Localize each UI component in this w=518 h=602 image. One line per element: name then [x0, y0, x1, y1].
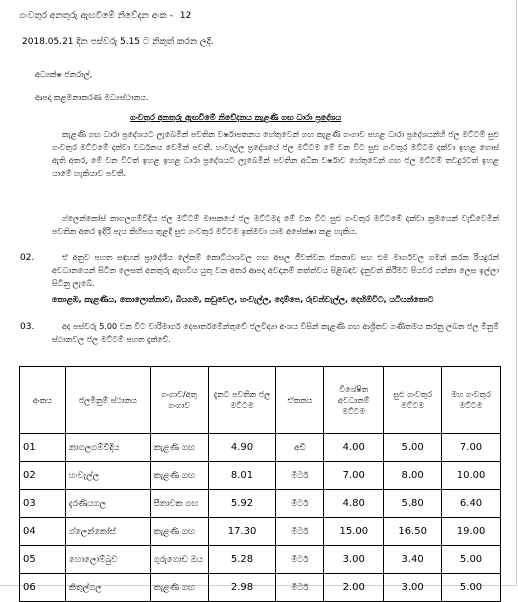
cell-river: කැළණි ගඟ: [150, 574, 208, 602]
addressee-title: අධ්‍යක්ෂ ජනරාල්,: [35, 70, 93, 79]
cell-number: 05: [20, 546, 66, 574]
section-number-03: 03.: [20, 322, 35, 332]
table-row: [20, 490, 501, 518]
cell-river: ගුරුගොඩ ඔය: [150, 546, 208, 574]
cell-unit: අඩි: [276, 434, 324, 462]
cell-river: කැළණි ගඟ: [150, 518, 208, 546]
bulletin-number: 12: [179, 11, 192, 21]
header-river: ගංගාව/අතු ගංගාව: [150, 367, 208, 434]
header-number: අංකය: [20, 367, 66, 434]
cell-major-flood-level: 6.40: [442, 490, 501, 518]
cell-minor-flood-level: 16.50: [384, 518, 442, 546]
cell-alert-level: 3.00: [324, 546, 384, 574]
cell-river: කැළණි ගඟ: [150, 434, 208, 462]
cell-number: 06: [20, 574, 66, 602]
cell-unit: මීටර්: [276, 490, 324, 518]
cell-unit: මීටර්: [276, 574, 324, 602]
cell-alert-level: 4.00: [324, 434, 384, 462]
cell-major-flood-level: 7.00: [442, 434, 501, 462]
cell-major-flood-level: 5.00: [442, 546, 501, 574]
paragraph-glencourse: ග්ලෙන්කෝස් නාගලගම්වීදිය ජල මට්ටම් මාපකයේ ජල මට්ටමද මේ වන විට සුළු ගංවතුර මට්ටමේ දක්වා ක්‍රමයෙන් වැඩිවෙමින් පවතින අතර ඉදිරි පැය කිහිපය තුළදී සුළු ගංවතුර මට්ටම ඉක්මවා යාම අපේක්ෂා කළ හැකිය.: [52, 214, 499, 236]
cell-current-level: 5.92: [208, 490, 276, 518]
cell-station: දැරණියගල: [65, 490, 150, 518]
cell-minor-flood-level: 5.80: [384, 490, 442, 518]
header-station: ජලමිනුම් ස්ථානය: [65, 367, 150, 434]
header-current-level: දැනට පවතින ජල මට්ටම: [208, 367, 276, 434]
cell-minor-flood-level: 8.00: [384, 462, 442, 490]
cell-current-level: 5.28: [208, 546, 276, 574]
cell-number: 04: [20, 518, 66, 546]
header-unit: ඒකකය: [276, 367, 324, 434]
table-row: [20, 574, 501, 602]
bulletin-title: [19, 11, 191, 21]
bulletin-title-label: ගංවතුර අනතුරු ඇඟවීමේ නිවේදන අංක -: [19, 11, 173, 21]
cell-number: 03: [20, 490, 66, 518]
header-alert-level: විශේෂිත අවධානම් මට්ටම: [324, 367, 384, 434]
cell-number: 02: [20, 462, 66, 490]
cell-minor-flood-level: 3.00: [384, 574, 442, 602]
cell-station: කිතුල්ගල: [65, 574, 150, 602]
cell-current-level: 2.98: [208, 574, 276, 602]
cell-station: හංවැල්ල: [65, 462, 150, 490]
cell-current-level: 4.90: [208, 434, 276, 462]
cell-current-level: 8.01: [208, 462, 276, 490]
cell-minor-flood-level: 5.00: [384, 434, 442, 462]
cell-alert-level: 4.80: [324, 490, 384, 518]
cell-river: කැළණි ගඟ: [150, 462, 208, 490]
cell-station: ග්ලෙන්කෝස්: [65, 518, 150, 546]
cell-station: හොලොම්බුව: [65, 546, 150, 574]
table-row: [20, 546, 501, 574]
paragraph-advisory: ඒ අනුව පහත සඳහන් ප්‍රාදේශීය ලේකම් කොට්ඨාශවල ගඟ අසල ජීවත්වන ජනතාව සහ එම මාර්ගවල ගමන් කරන රියදුරන් අවධානයෙන් සිටින ලෙසත් අනතුරු ඇඟවිය යුතු වන අතර ආපදා අවදානම් තත්ත්වය පිළිබඳව දැනුවත් කිරීමට පියවර ගන්නා ලෙස ඉල්ලා සිටිනු ලැබේ.: [52, 253, 499, 288]
cell-major-flood-level: 19.00: [442, 518, 501, 546]
header-major-flood-level: මහ ගංවතුර මට්ටම: [442, 367, 501, 434]
cell-minor-flood-level: 3.40: [384, 546, 442, 574]
subject-heading: ගංවතුර අනතුරු ඇඟවීමේ නිවේදනය කැළණි ගඟ ධාරා ප්‍රදේශය: [130, 113, 342, 122]
paragraph-readings: අද පස්වරු 5.00 වන විට වාරිමාර්ග දෙපාර්තමේන්තුවේ ජලවිද්‍යා අංශය විසින් කැළණි ගඟ ආශ්‍රිතව ගණිතමය කරනු ලබන ජල මිනුම් ස්ථානවල ජල මට්ටම් පහත දැක්වේ.: [52, 322, 499, 344]
header-minor-flood-level: සුළු ගංවතුර මට්ටම: [384, 367, 442, 434]
paragraph-situation: කැළණි ගඟ ධාරා ප්‍රදේශයට ලැබෙමින් පවතින වර්ෂාපතනය හේතුවෙන් ගඟ කැළණි ගංගාව පහළ ධාරා ප්‍රදේශයන්හි ජල මට්ටම් සුළු ගංවතුර මට්ටමේ දක්වා වර්ධනය වෙමින් පවතී. හංවැල්ල ප්‍රදේශයේ ජල මට්ටම මේ වන විට සුළු ගංවතුර මට්ටම දක්වා ඉහළ ගොස් ඇති අතර, මේ වන විටත් ඉහළ ඉහළ ධාරා ප්‍රදේශයට ලැබෙමින් පවතින අධික වර්ෂාව හේතුවෙන් ගඟ ජල මට්ටම් තවදුරටත් ඉහළ යාමේ හැකියාව පවතී.: [52, 130, 499, 178]
section-number-02: 02.: [20, 253, 35, 263]
cell-unit: මීටර්: [276, 546, 324, 574]
table-row: [20, 434, 501, 462]
table-header-row: [20, 367, 501, 434]
table-row: [20, 462, 501, 490]
cell-river: සීතාවක ගඟ: [150, 490, 208, 518]
cell-alert-level: 2.00: [324, 574, 384, 602]
cell-alert-level: 7.00: [324, 462, 384, 490]
cell-number: 01: [20, 434, 66, 462]
addressee-office: ආපදා කළමනාකරණ මධ්‍යස්ථානය.: [35, 93, 149, 102]
water-level-table: [19, 366, 501, 602]
cell-current-level: 17.30: [208, 518, 276, 546]
cell-unit: මීටර්: [276, 518, 324, 546]
cell-major-flood-level: 5.00: [442, 574, 501, 602]
table-row: [20, 518, 501, 546]
cell-unit: මීටර්: [276, 462, 324, 490]
issue-date-line: 2018.05.21 දින පස්වරු 5.15 ට නිකුත් කරන ලදී.: [22, 37, 214, 47]
cell-alert-level: 15.00: [324, 518, 384, 546]
cell-major-flood-level: 10.00: [442, 462, 501, 490]
cell-station: නාගලගම්වීදිය: [65, 434, 150, 462]
affected-districts: කොළඹ, කැළණිය, කොලොන්නාව, බියගම, කඩුවෙල, හංවැල්ල, දොම්පෙ, රුවන්වැල්ල, දෙහිඕවිට, යටියන්තොට: [52, 295, 434, 304]
